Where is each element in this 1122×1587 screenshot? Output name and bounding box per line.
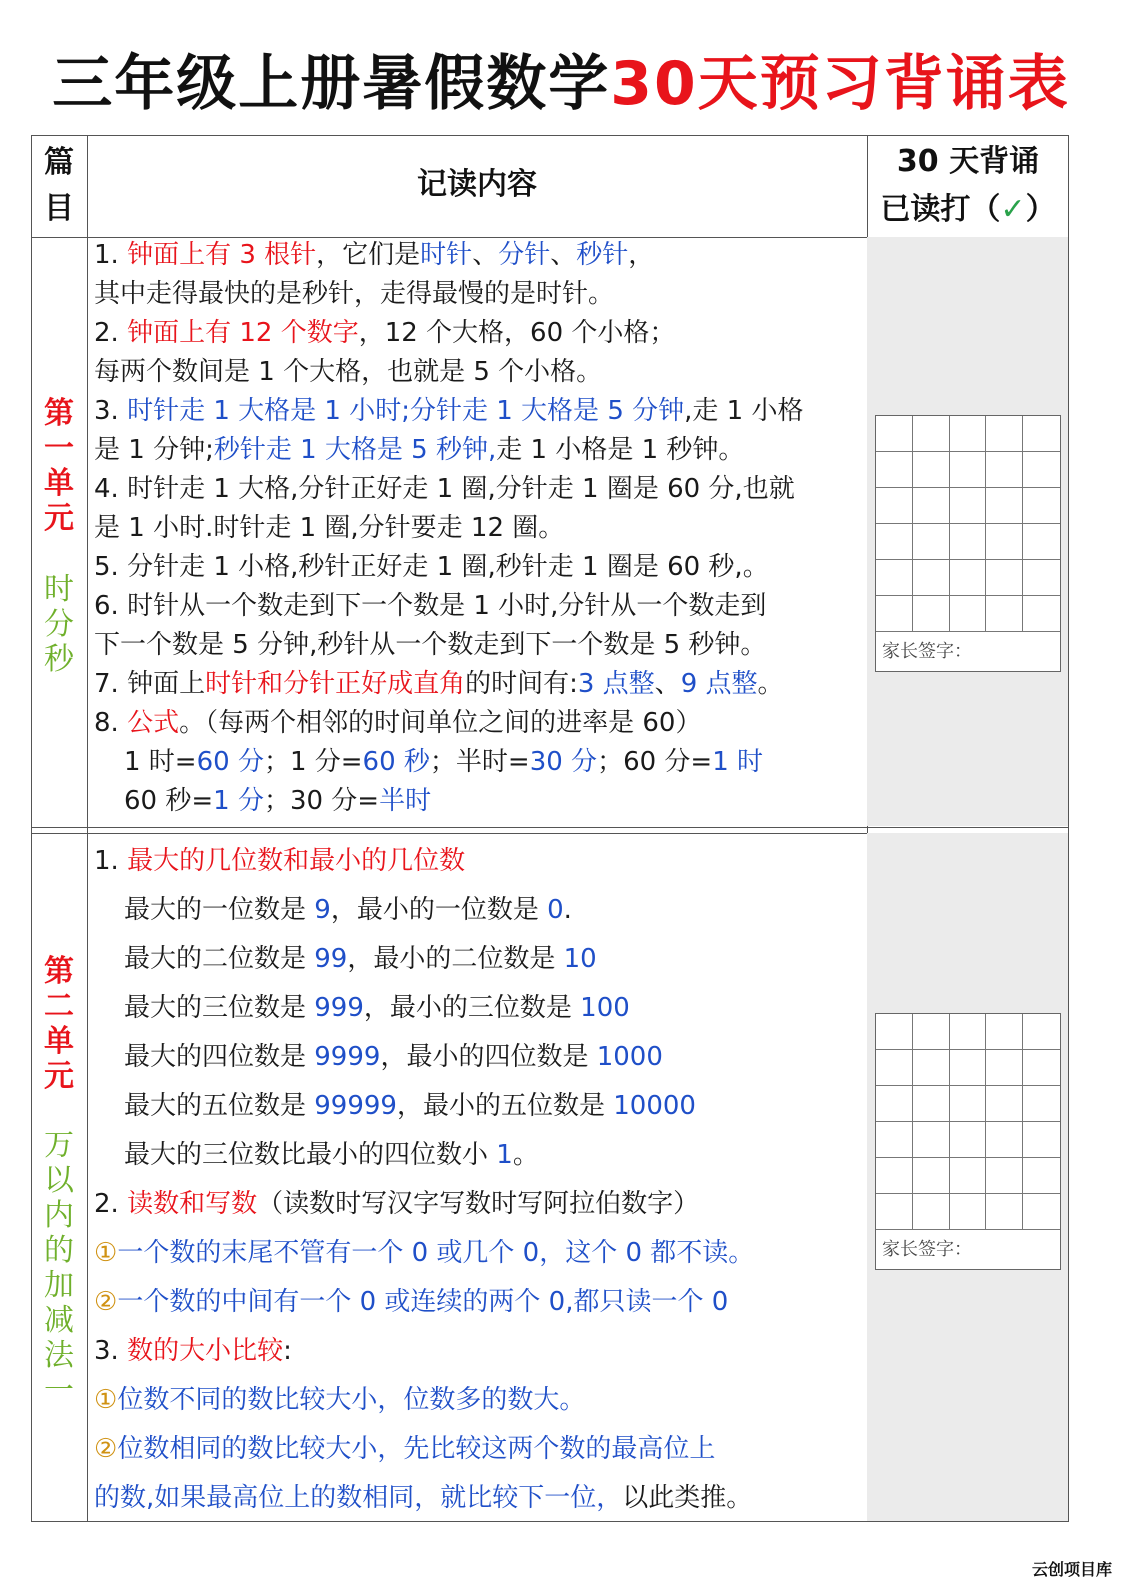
title-part2: 30天预习背诵表 [610, 49, 1070, 119]
header-checklist-line1: 30 天背诵 [896, 144, 1040, 179]
unit1-line: 其中走得最快的是秒针，走得最慢的是时针。 [94, 279, 615, 309]
unit2-check-grid[interactable] [876, 1014, 1060, 1230]
unit1-line: 7. 钟面上时针和分针正好成直角的时间有:3 点整、9 点整。 [94, 669, 784, 699]
unit2-topic [31, 1128, 87, 1408]
unit2-line: 最大的五位数是 99999，最小的五位数是 10000 [124, 1091, 696, 1121]
unit2-line: 最大的三位数是 999，最小的三位数是 100 [124, 993, 630, 1023]
unit1-label-char: 一 [44, 431, 74, 466]
unit1-line: 2. 钟面上有 12 个数字，12 个大格，60 个小格； [94, 318, 676, 348]
unit1-label-char: 单 [44, 466, 74, 501]
header-content: 记读内容 [417, 167, 537, 202]
unit2-line: ②一个数的中间有一个 0 或连续的两个 0,都只读一个 0 [94, 1287, 729, 1317]
unit2-line: 最大的三位数比最小的四位数小 1。 [124, 1140, 539, 1170]
unit2-line: 最大的一位数是 9，最小的一位数是 0. [124, 895, 572, 925]
unit1-topic-char: 分 [44, 607, 74, 642]
header-checklist [867, 138, 1069, 234]
title-part1: 三年级上册暑假数学 [52, 49, 611, 119]
unit1-check-grid[interactable] [876, 416, 1060, 632]
unit1-line: 8. 公式。（每两个相邻的时间单位之间的进率是 60） [94, 708, 702, 738]
unit2-line: ①位数不同的数比较大小，位数多的数大。 [94, 1385, 586, 1415]
unit2-label-char: 元 [44, 1059, 74, 1094]
unit2-line: 3. 数的大小比较: [94, 1336, 292, 1366]
checkmark-icon: ✓ [1000, 192, 1026, 227]
unit2-label [31, 954, 87, 1094]
unit1-line: 1. 钟面上有 3 根针，它们是时针、分针、秒针， [94, 240, 655, 270]
unit2-line: 的数,如果最高位上的数相同，就比较下一位，以此类推。 [94, 1483, 753, 1513]
page-title [0, 48, 1122, 120]
unit2-topic-char: 加 [44, 1268, 74, 1303]
unit1-line: 60 秒=1 分；30 分=半时 [124, 786, 432, 816]
unit1-topic [31, 572, 87, 677]
unit1-label [31, 396, 87, 536]
header-checklist-line2 [867, 186, 1069, 234]
header-check-suffix: ） [1025, 192, 1056, 227]
unit2-label-char: 二 [44, 989, 74, 1024]
unit2-topic-char: 以 [44, 1163, 74, 1198]
unit1-line: 1 时=60 分；1 分=60 秒；半时=30 分；60 分=1 时 [124, 747, 764, 777]
unit-divider [32, 827, 1068, 828]
unit1-topic-char: 秒 [44, 642, 74, 677]
unit2-topic-char: 一 [44, 1373, 74, 1408]
unit1-content [94, 236, 803, 821]
unit1-line: 每两个数间是 1 个大格，也就是 5 个小格。 [94, 357, 603, 387]
unit2-topic-char: 的 [44, 1233, 74, 1268]
header-chapter-char: 篇 [44, 145, 74, 180]
unit2-line: 最大的二位数是 99，最小的二位数是 10 [124, 944, 597, 974]
unit1-line: 6. 时针从一个数走到下一个数是 1 小时,分针从一个数走到 [94, 591, 767, 621]
unit1-sign-box [875, 415, 1061, 672]
unit2-topic-char: 法 [44, 1338, 74, 1373]
unit1-label-char: 元 [44, 501, 74, 536]
unit2-topic-char: 万 [44, 1128, 74, 1163]
unit2-topic-char: 内 [44, 1198, 74, 1233]
parent-signature-field[interactable]: 家长签字： [882, 641, 972, 662]
col-divider [87, 136, 88, 1521]
unit2-line: 最大的四位数是 9999，最小的四位数是 1000 [124, 1042, 663, 1072]
unit2-sign-box [875, 1013, 1061, 1270]
unit2-line: 1. 最大的几位数和最小的几位数 [94, 846, 466, 876]
unit1-topic-char: 时 [44, 572, 74, 607]
unit2-content [94, 837, 754, 1523]
unit1-label-char: 第 [44, 396, 74, 431]
unit1-line: 是 1 小时.时针走 1 圈,分针要走 12 圈。 [94, 513, 565, 543]
header-chapter [31, 140, 87, 232]
unit2-line: ①一个数的末尾不管有一个 0 或几个 0，这个 0 都不读。 [94, 1238, 755, 1268]
unit2-line: ②位数相同的数比较大小，先比较这两个数的最高位上 [94, 1434, 716, 1464]
unit2-label-char: 单 [44, 1024, 74, 1059]
unit1-line: 5. 分针走 1 小格,秒针正好走 1 圈,秒针走 1 圈是 60 秒,。 [94, 552, 769, 582]
unit1-line: 3. 时针走 1 大格是 1 小时;分针走 1 大格是 5 分钟,走 1 小格 [94, 396, 804, 426]
header-check-prefix: 已读打（ [880, 192, 1001, 227]
unit2-line: 2. 读数和写数（读数时写汉字写数时写阿拉伯数字） [94, 1189, 700, 1219]
unit2-label-char: 第 [44, 954, 74, 989]
unit1-line: 4. 时针走 1 大格,分针正好走 1 圈,分针走 1 圈是 60 分,也就 [94, 474, 795, 504]
watermark: 云创项目库 [1031, 1560, 1112, 1579]
header-chapter-char: 目 [44, 191, 74, 226]
unit2-topic-char: 减 [44, 1303, 74, 1338]
unit1-line: 下一个数是 5 分钟,秒针从一个数走到下一个数是 5 秒钟。 [94, 630, 767, 660]
parent-signature-field[interactable]: 家长签字： [882, 1239, 972, 1260]
unit1-line: 是 1 分钟;秒针走 1 大格是 5 秒钟,走 1 小格是 1 秒钟。 [94, 435, 745, 465]
